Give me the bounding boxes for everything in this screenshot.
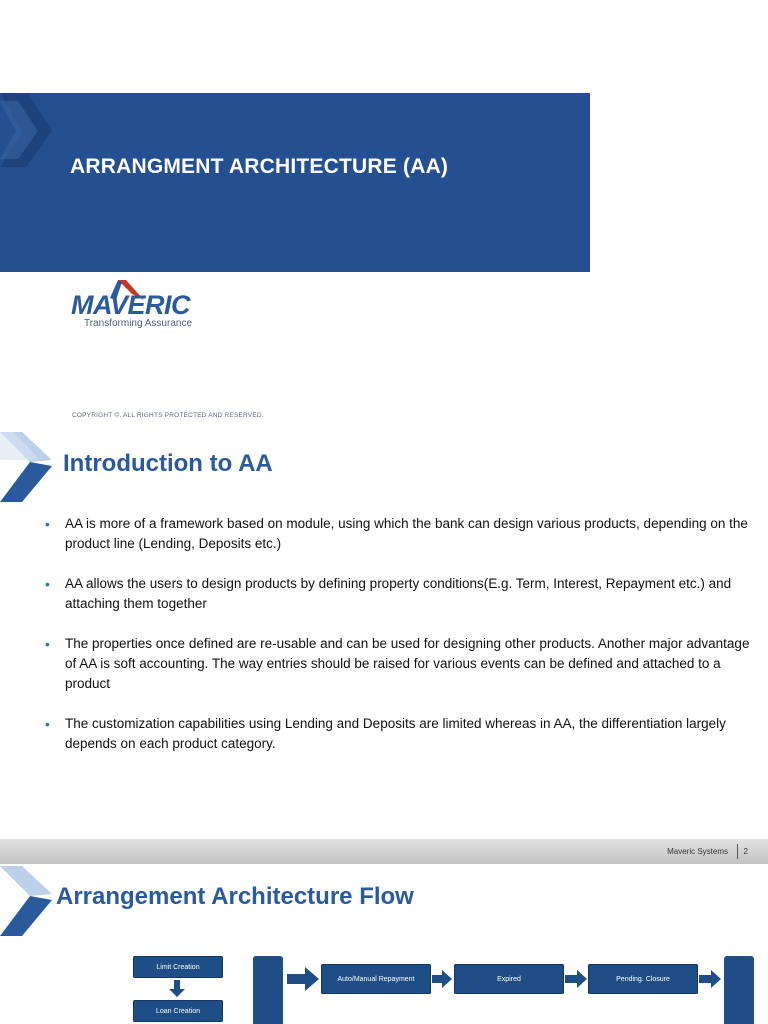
page-number: 2: [743, 847, 748, 856]
logo-tagline: Transforming Assurance: [84, 318, 193, 329]
logo-name: MAVERIC: [71, 290, 191, 320]
bullet-item: [45, 574, 755, 614]
bullet-text: AA is more of a framework based on module, using which the bank can design various products, depending on the product line (Lending, Deposits etc.): [65, 516, 748, 551]
chevron-decoration-icon: [0, 93, 60, 173]
arrow-down-icon: [168, 980, 186, 998]
arrow-right-icon: [699, 970, 721, 988]
copyright-text: COPYRIGHT ©. ALL RIGHTS PROTECTED AND RESERVED.: [72, 412, 264, 419]
slide-title: ARRANGMENT ARCHITECTURE (AA): [70, 155, 449, 178]
slide-footer: [0, 839, 768, 864]
chevron-decoration-icon: [0, 866, 56, 938]
flow-bracket-left: [253, 956, 283, 1024]
bullet-icon: •: [45, 576, 50, 592]
pending-closure-box: Pending. Closure: [588, 964, 698, 994]
bullet-icon: •: [45, 516, 50, 532]
arrow-right-icon: [287, 967, 319, 991]
repayment-box: Auto/Manual Repayment: [321, 964, 431, 994]
arrow-right-icon: [565, 970, 587, 988]
slide-title: Introduction to AA: [63, 450, 273, 477]
bullet-text: The properties once defined are re-usable and can be used for designing other products. Another major advantage of AA is soft accounting. The way entries should be raised for various events can be defined and attached to a product: [65, 636, 750, 691]
flow-bracket-right: [724, 956, 754, 1024]
slide-title: Arrangement Architecture Flow: [56, 883, 414, 910]
expired-box: Expired: [454, 964, 564, 994]
title-band: [0, 93, 590, 272]
bullet-icon: •: [45, 716, 50, 732]
title-slide: [0, 0, 768, 432]
arrow-right-icon: [432, 970, 452, 988]
bullet-item: [45, 714, 755, 754]
chevron-decoration-icon: [0, 432, 58, 504]
limit-creation-box: Limit Creation: [133, 956, 223, 978]
intro-slide: [0, 432, 768, 864]
bullet-text: The customization capabilities using Lending and Deposits are limited whereas in AA, the differentiation largely depends on each product category.: [65, 716, 726, 751]
bullet-item: [45, 514, 755, 554]
footer-brand: Maveric Systems: [667, 847, 728, 856]
bullet-icon: •: [45, 636, 50, 652]
bullet-item: [45, 634, 755, 694]
bullet-list: [45, 514, 755, 774]
loan-creation-box: Loan Creation: [133, 1000, 223, 1022]
flow-slide: [0, 866, 768, 1024]
footer-divider: [737, 844, 738, 859]
bullet-text: AA allows the users to design products by defining property conditions(E.g. Term, Interest, Repayment etc.) and attaching them together: [65, 576, 732, 611]
